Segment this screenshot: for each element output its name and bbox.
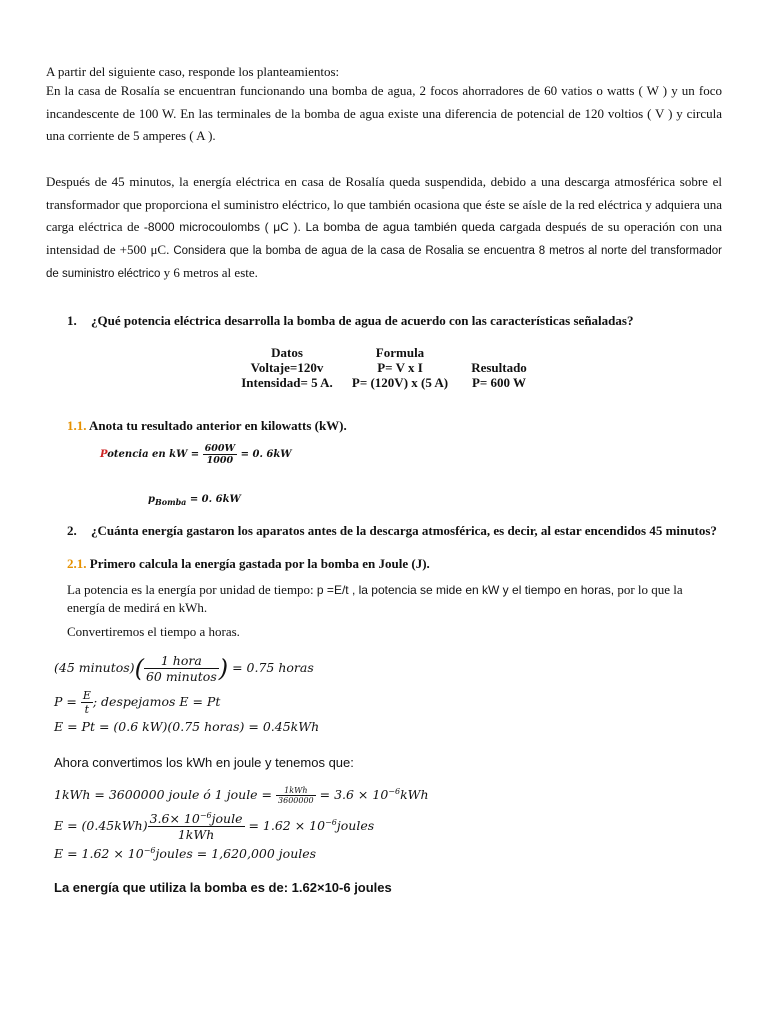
- eq-potencia-fraction: [203, 443, 238, 466]
- q2-1-paragraph-2: Convertiremos el tiempo a horas.: [67, 624, 240, 639]
- eq-time-result: = 0.75 horas: [228, 660, 314, 675]
- formula-line-1: P= V x I: [377, 360, 423, 375]
- intro-paragraph-2-part-e: y 6 metros al este.: [160, 265, 258, 280]
- eq-time-left: (45 minutos): [54, 660, 135, 675]
- eq-final-b: joules = 1,620,000 joules: [155, 846, 317, 862]
- eq-kwh-fraction: [276, 786, 316, 805]
- eq-power-rest: ; despejamos E = Pt: [92, 694, 221, 709]
- eq-kwh-left: 1kWh = 3600000 joule ó 1 joule =: [54, 787, 277, 802]
- eq-time-paren-open: (: [134, 654, 144, 683]
- eq-power-definition: [54, 689, 220, 716]
- q1-1-text: Anota tu resultado anterior en kilowatts (kW).: [89, 418, 347, 433]
- eq-time-fraction: [144, 653, 219, 684]
- eq-potencia-label: otencia en kW =: [107, 449, 203, 460]
- eq-energy-left: E = (0.45kWh): [54, 818, 148, 834]
- intro-paragraph-2-part-d: Considera que la bomba de agua de la casa de Rosalia se encuentra 8 metros al norte del transformador de suministro eléctrico: [46, 244, 722, 280]
- eq-time-num: 1 hora: [144, 653, 219, 669]
- q2-number: 2.: [67, 523, 77, 538]
- eq-energy-unit: joules: [336, 818, 375, 834]
- intro-paragraph-2-part-a: Después de 45 minutos, la energía eléctrica en casa de Rosalía queda suspendida, debido a una descarga atmosférica sobre el transformador que proporciona el suministro eléctrico, lo que también ocasiona que éste se aísle de la red eléctrica y adquiera una carga eléctrica de: [46, 174, 722, 234]
- eq-potencia-kw: [100, 443, 292, 466]
- table-resultado: [464, 360, 534, 390]
- final-statement: La energía que utiliza la bomba es de: 1.62×10-6 joules: [54, 880, 392, 895]
- eq-energy-num: [148, 811, 245, 827]
- eq-final-exp: −6: [143, 846, 156, 855]
- eq-p-bomba-result: = 0. 6kW: [186, 494, 241, 505]
- q1-text: ¿Qué potencia eléctrica desarrolla la bomba de agua de acuerdo con las características señaladas?: [91, 313, 634, 328]
- datos-intensidad: Intensidad= 5 A.: [241, 375, 333, 390]
- eq-energy-kwh: E = Pt = (0.6 kW)(0.75 horas) = 0.45kWh: [54, 719, 320, 734]
- q1-1-section: [67, 418, 347, 434]
- eq-energy-num-value: 3.6× 10: [149, 811, 200, 827]
- eq-time-conversion: [54, 653, 314, 684]
- eq-power-num: E: [82, 689, 91, 702]
- eq-final-a: E = 1.62 × 10: [54, 846, 144, 862]
- eq-energy-den: 1kWh: [177, 827, 215, 843]
- datos-header: Datos: [271, 345, 303, 360]
- eq-energy-num-unit: joule: [211, 811, 243, 827]
- q2-1-paragraph-1-b: p =E/t , la potencia se mide en kW y el tiempo en horas,: [316, 583, 615, 597]
- resultado-value: P= 600 W: [471, 375, 527, 390]
- eq-kwh-unit: kWh: [400, 787, 429, 802]
- formula-line-2: P= (120V) x (5 A): [351, 375, 449, 390]
- intro-paragraph-2-part-b: -8000 microcoulombs ( μC ). La bomba de agua también queda car: [143, 220, 517, 234]
- eq-potencia-den: 1000: [206, 455, 234, 466]
- eq-potencia-prefix: P: [100, 449, 108, 460]
- datos-voltaje: Voltaje=120v: [250, 360, 324, 375]
- intro-line: A partir del siguiente caso, responde los planteamientos:: [46, 64, 340, 79]
- intro-paragraph-1: En la casa de Rosalía se encuentran funcionando una bomba de agua, 2 focos ahorradores de 60 vatios o watts ( W ) y un foco incandescente de 100 W. En las terminales de la bomba de agua existe una diferencia de potencial de 120 voltios ( V ) y circula una corriente de 5 amperes ( A ).: [46, 83, 722, 143]
- eq-energy-final: [54, 846, 316, 861]
- eq-energy-num-exp: −6: [199, 811, 212, 820]
- eq-p-bomba-p: p: [148, 494, 155, 505]
- eq-kwh-result: = 3.6 × 10: [315, 787, 389, 802]
- intro-paragraph-2-part-c: gada después de su operación con una intensidad de +500 μC.: [46, 219, 722, 257]
- eq-energy-exp: −6: [325, 817, 337, 827]
- eq-time-paren-close: ): [218, 654, 229, 683]
- eq-kwh-exp: −6: [388, 786, 401, 796]
- eq-energy-fraction: [148, 811, 245, 842]
- eq-kwh-den: 3600000: [278, 796, 314, 805]
- q2-1-paragraph-1-c: por lo que la energía de medirá en kWh.: [67, 582, 683, 615]
- q2-1-text: Primero calcula la energía gastada por la bomba en Joule (J).: [89, 556, 430, 571]
- q1-1-number: 1.1.: [67, 418, 87, 433]
- q2-1-section: [67, 556, 430, 572]
- eq-kwh-num: 1kWh: [276, 786, 316, 796]
- q1-number: 1.: [67, 313, 77, 328]
- table-datos: [232, 345, 342, 390]
- q2-1-paragraph-1: [67, 581, 723, 616]
- eq-potencia-result: = 0. 6kW: [237, 449, 292, 460]
- eq-p-bomba: [148, 494, 241, 507]
- eq-potencia-num: 600W: [204, 443, 236, 454]
- eq-energy-joules: [54, 811, 374, 842]
- intro-paragraph-2: [46, 171, 722, 286]
- q2-1-paragraph-3: Ahora convertimos los kWh en joule y tenemos que:: [54, 755, 354, 770]
- eq-power-left: P =: [54, 694, 81, 709]
- q2-1-paragraph-1-a: La potencia es la energía por unidad de tiempo:: [67, 582, 317, 597]
- table-formula: [348, 345, 452, 390]
- eq-time-den: 60 minutos: [145, 669, 217, 684]
- eq-power-den: t: [84, 703, 90, 716]
- q2-text: ¿Cuánta energía gastaron los aparatos antes de la descarga atmosférica, es decir, al estar encendidos 45 minutos?: [91, 523, 717, 538]
- resultado-header: Resultado: [471, 360, 527, 375]
- eq-kwh-joule: [54, 786, 429, 805]
- q2-1-number: 2.1.: [67, 556, 87, 571]
- eq-p-bomba-sub: Bomba: [155, 497, 187, 507]
- eq-energy-result: = 1.62 × 10: [244, 818, 326, 834]
- eq-power-fraction: [81, 689, 93, 716]
- formula-header: Formula: [375, 345, 425, 360]
